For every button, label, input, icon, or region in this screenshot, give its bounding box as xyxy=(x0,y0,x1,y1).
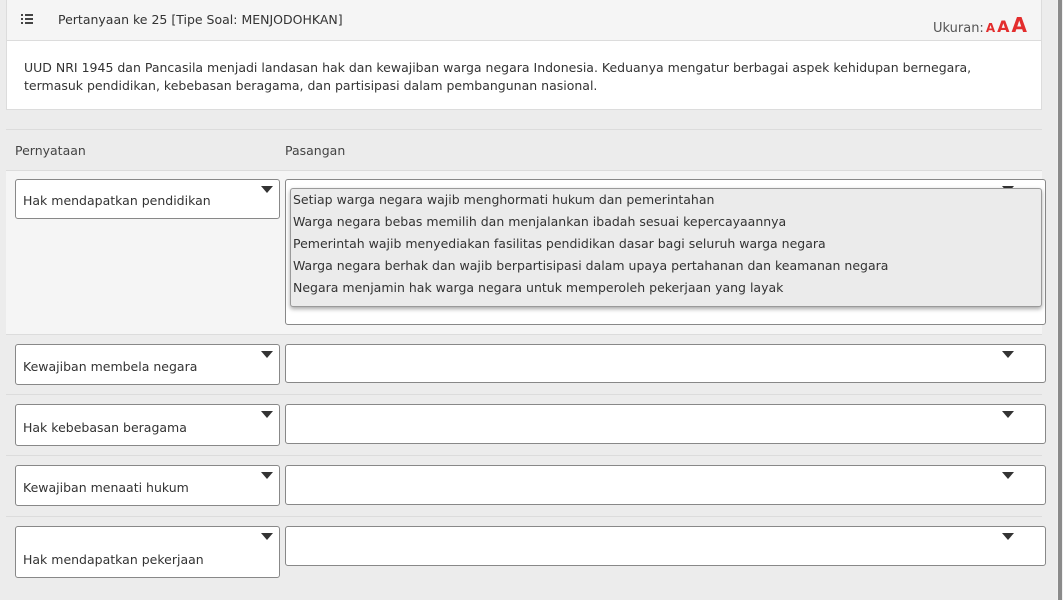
font-size-control xyxy=(933,13,1027,37)
chevron-down-icon xyxy=(1002,351,1014,358)
font-size-label: Ukuran: xyxy=(933,21,984,36)
pair-dropdown-list xyxy=(290,188,1042,307)
chevron-down-icon xyxy=(1002,472,1014,479)
statement-value: Hak kebebasan beragama xyxy=(23,420,187,435)
statement-select-5[interactable] xyxy=(15,526,280,578)
statement-value: Kewajiban menaati hukum xyxy=(23,480,189,495)
statement-select-2[interactable] xyxy=(15,344,280,385)
chevron-down-icon xyxy=(261,186,273,193)
pair-select-4[interactable] xyxy=(285,465,1046,505)
dropdown-option[interactable]: Pemerintah wajib menyediakan fasilitas pendidikan dasar bagi seluruh warga negara xyxy=(293,236,826,251)
dropdown-option[interactable]: Setiap warga negara wajib menghormati hukum dan pemerintahan xyxy=(293,192,715,207)
chevron-down-icon xyxy=(261,533,273,540)
chevron-down-icon xyxy=(1002,411,1014,418)
column-header-pair: Pasangan xyxy=(285,143,346,158)
pair-select-5[interactable] xyxy=(285,526,1046,566)
statement-select-3[interactable] xyxy=(15,404,280,446)
table-divider xyxy=(6,129,1042,130)
dropdown-option[interactable]: Warga negara berhak dan wajib berpartisipasi dalam upaya pertahanan dan keamanan negara xyxy=(293,258,889,273)
pair-select-3[interactable] xyxy=(285,404,1046,444)
statement-select-4[interactable] xyxy=(15,465,280,506)
statement-select-1[interactable] xyxy=(15,179,280,219)
question-text: UUD NRI 1945 dan Pancasila menjadi landasan hak dan kewajiban warga negara Indonesia. Keduanya mengatur berbagai aspek kehidupan bernegara, termasuk pendidikan, kebebasan beragama, dan partisipasi dalam pembangunan nasional. xyxy=(6,41,1042,110)
page-scrollbar[interactable] xyxy=(1057,0,1063,600)
question-header xyxy=(6,0,1042,41)
pair-select-2[interactable] xyxy=(285,344,1046,383)
column-header-statement: Pernyataan xyxy=(15,143,86,158)
chevron-down-icon xyxy=(261,351,273,358)
chevron-down-icon xyxy=(1002,533,1014,540)
font-size-large-button[interactable]: A xyxy=(1011,13,1027,37)
dropdown-option[interactable]: Negara menjamin hak warga negara untuk memperoleh pekerjaan yang layak xyxy=(293,280,784,295)
statement-value: Hak mendapatkan pendidikan xyxy=(23,193,211,208)
list-icon[interactable] xyxy=(21,14,33,25)
statement-value: Kewajiban membela negara xyxy=(23,359,198,374)
scrollbar-thumb[interactable] xyxy=(1058,0,1062,600)
chevron-down-icon xyxy=(261,472,273,479)
chevron-down-icon xyxy=(261,411,273,418)
dropdown-option[interactable]: Warga negara bebas memilih dan menjalankan ibadah sesuai kepercayaannya xyxy=(293,214,787,229)
question-title: Pertanyaan ke 25 [Tipe Soal: MENJODOHKAN] xyxy=(58,12,343,27)
font-size-small-button[interactable]: A xyxy=(985,21,996,35)
font-size-medium-button[interactable]: A xyxy=(997,17,1010,36)
statement-value: Hak mendapatkan pekerjaan xyxy=(23,552,204,567)
